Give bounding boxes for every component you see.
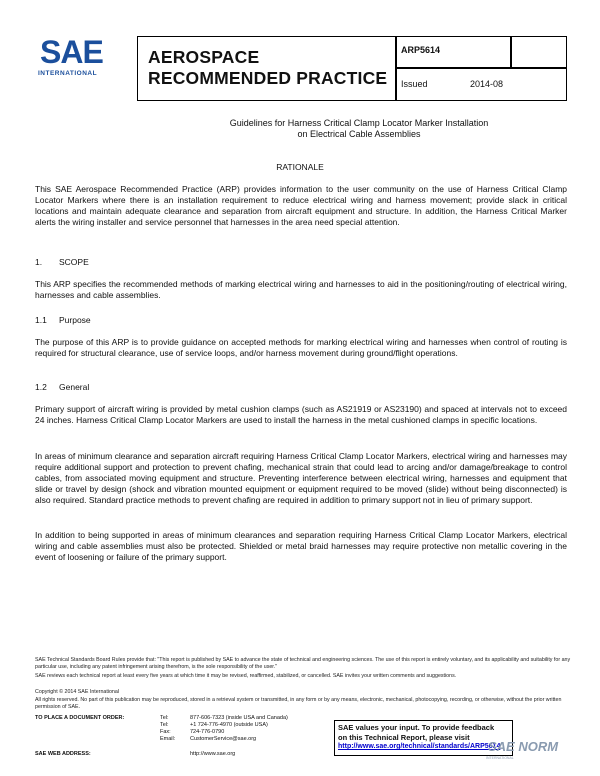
general-heading	[35, 382, 89, 392]
doc-type-line2: RECOMMENDED PRACTICE	[148, 68, 388, 88]
doc-title-line2: on Electrical Cable Assemblies	[297, 129, 421, 139]
doc-number: ARP5614	[401, 45, 441, 55]
footer-rights: All rights reserved. No part of this publication may be reproduced, stored in a retrieval system or transmitted, in any form or by any means, electronic, mechanical, photocopying, recording, or otherwise, without the prior written permission of SAE.	[35, 697, 562, 710]
tel2-key: Tel:	[160, 722, 169, 728]
general-paragraph-2: In areas of minimum clearance and separation aircraft requiring Harness Critical Clamp Locator Markers, electrical wiring and harnesses may require additional support and protection to prevent chafing, mechanical strain that could lead to arcing and/or damage/breakage to control cables, from associated moving equipment and structure. Preventing interference between electrical wiring, harnesses and equipment that slide or travel by design (shock and vibration mounted equipment or equipment required to be moved (slide) without being disconnected) is also required. Standard practice methods to prevent chafing are required in addition to primary support not in lieu of primary support.	[35, 451, 567, 505]
scope-heading	[35, 257, 89, 267]
general-title: General	[59, 382, 90, 392]
tel2-value: +1 724-776-4970 (outside USA)	[190, 722, 268, 728]
general-paragraph-1: Primary support of aircraft wiring is provided by metal cushion clamps (such as AS21919 or AS23190) and spaced at intervals not to exceed 24 inches. Harness Critical Clamp Locator Markers are used to install the harness in the metal cushioned clamps in specific locations.	[35, 404, 567, 425]
watermark-sub: INTERNATIONAL	[486, 756, 514, 760]
scope-number: 1.	[35, 257, 43, 267]
tel-key: Tel:	[160, 715, 169, 721]
feedback-line1: SAE values your input. To provide feedback	[338, 723, 495, 732]
scope-title: SCOPE	[59, 257, 89, 267]
feedback-line2: on this Technical Report, please visit	[338, 733, 470, 742]
footer-policy: SAE Technical Standards Board Rules provide that: "This report is published by SAE to advance the state of technical and engineering sciences. The use of this report is entirely voluntary, and its applicability and suitability for any particular use, including any patent infringement arising therefrom, is the sole responsibility of the user."	[35, 657, 571, 670]
doc-type-line1: AEROSPACE	[148, 47, 260, 67]
header-extra-box	[510, 36, 567, 69]
fax-key: Fax:	[160, 729, 171, 735]
purpose-text: The purpose of this ARP is to provide guidance on accepted methods for marking electrical wiring and harnesses when control of routing is required for structural clearance, use of service loops, and/or harness movement during ground/flight operations.	[35, 337, 567, 358]
general-number: 1.2	[35, 382, 47, 392]
rationale-heading: RATIONALE	[276, 162, 324, 172]
fax-value: 724-776-0790	[190, 729, 225, 735]
purpose-title: Purpose	[59, 315, 91, 325]
general-paragraph-3: In addition to being supported in areas of minimum clearances and separation requiring Harness Critical Clamp Locator Markers, electrical wiring and cable assemblies must also be protected. Shielded or metal braid harnesses may require protective non metallic covering in the event of loosening or failure of the primary support.	[35, 530, 567, 562]
email-value[interactable]: CustomerService@sae.org	[190, 736, 257, 742]
footer-copyright: Copyright © 2014 SAE International	[35, 689, 119, 695]
issued-date: 2014-08	[470, 79, 504, 89]
watermark-logo: SAE NORM	[488, 739, 559, 754]
rationale-text: This SAE Aerospace Recommended Practice (ARP) provides information to the user community on the use of Harness Critical Clamp Locator Markers where there is an installation requirement to reduce electrical wiring and harness movement; provide slack in critical locations and maintain adequate clearance and separation from aircraft equipment and structure. In addition, the Harness Critical Marker alerts the wiring installer and service personnel that harnesses in the area need special attention.	[35, 184, 567, 227]
feedback-link[interactable]: http://www.sae.org/technical/standards/ARP5614	[338, 743, 501, 750]
footer-review: SAE reviews each technical report at least every five years at which time it may be revised, reaffirmed, stabilized, or cancelled. SAE invites your written comments and suggestions.	[35, 673, 457, 679]
issued-label: Issued	[401, 79, 428, 89]
order-label: TO PLACE A DOCUMENT ORDER:	[35, 715, 125, 721]
tel-value: 877-606-7323 (inside USA and Canada)	[190, 715, 288, 721]
email-key: Email:	[160, 736, 176, 742]
purpose-number: 1.1	[35, 315, 47, 325]
web-label: SAE WEB ADDRESS:	[35, 751, 91, 757]
purpose-heading	[35, 315, 91, 325]
sae-logo: SAE	[40, 34, 103, 70]
web-value[interactable]: http://www.sae.org	[190, 751, 236, 757]
sae-logo-subtext: INTERNATIONAL	[38, 70, 98, 77]
scope-text: This ARP specifies the recommended methods of marking electrical wiring and harnesses to aid in the positioning/routing of electrical wiring, harnesses and cable assemblies.	[35, 279, 567, 300]
doc-title-line1: Guidelines for Harness Critical Clamp Locator Marker Installation	[229, 118, 489, 128]
